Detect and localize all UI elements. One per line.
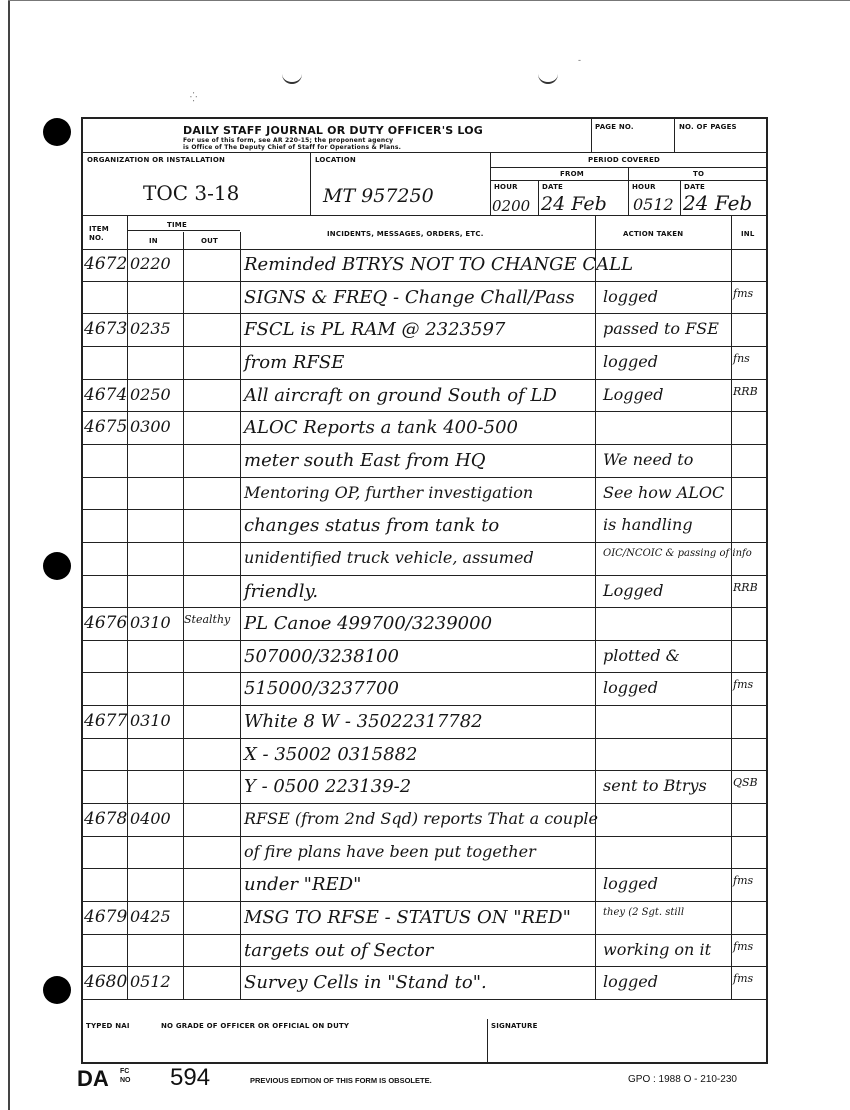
entry-initials: fns: [733, 352, 750, 365]
officer-grade-label: NO GRADE OF OFFICER OR OFFICIAL ON DUTY: [161, 1022, 350, 1030]
entry-time-in: 0235: [130, 319, 171, 338]
location-value: MT 957250: [323, 185, 434, 207]
out-label: OUT: [201, 237, 219, 245]
entry-initials: fms: [733, 940, 754, 953]
entry-incident: X - 35002 0315882: [244, 744, 418, 765]
entry-incident: White 8 W - 35022317782: [244, 711, 483, 732]
form-number: 594: [170, 1064, 211, 1091]
entry-time-in: 0512: [130, 972, 171, 991]
action-taken-label: ACTION TAKEN: [623, 230, 684, 238]
entry-incident: friendly.: [244, 581, 319, 602]
entry-time-in: 0310: [130, 711, 171, 730]
binder-hole-bottom: [43, 976, 71, 1004]
page-no-divider: [591, 119, 592, 152]
entry-action-taken: working on it: [603, 940, 711, 959]
row-line: [83, 836, 766, 837]
no-of-pages-label: NO. OF PAGES: [679, 123, 737, 131]
period-covered-label: PERIOD COVERED: [588, 156, 660, 164]
entry-incident: Survey Cells in "Stand to".: [244, 972, 487, 993]
entry-incident: of fire plans have been put together: [244, 842, 536, 861]
to-label: TO: [693, 170, 705, 178]
entry-incident: meter south East from HQ: [244, 450, 486, 471]
entry-item-no: 4679: [84, 907, 128, 927]
entry-action-taken: See how ALOC: [603, 483, 725, 502]
entry-action-taken: Logged: [603, 581, 664, 600]
entry-action-taken: OIC/NCOIC & passing of info: [603, 548, 752, 559]
scan-speck: -: [578, 55, 581, 65]
row-line: [83, 607, 766, 608]
entry-time-in: 0425: [130, 907, 171, 926]
entry-initials: RRB: [733, 385, 758, 398]
entry-action-taken: logged: [603, 972, 658, 991]
row-line: [83, 313, 766, 314]
entry-incident: 507000/3238100: [244, 646, 399, 667]
organization-value: TOC 3-18: [143, 181, 240, 205]
entry-time-in: 0250: [130, 385, 171, 404]
row-line: [83, 575, 766, 576]
entry-incident: changes status from tank to: [244, 515, 500, 536]
entry-incident: SIGNS & FREQ - Change Chall/Pass: [244, 287, 575, 308]
column-header-bottom: [83, 249, 766, 250]
entry-incident: targets out of Sector: [244, 940, 434, 961]
time-label: TIME: [167, 221, 187, 229]
entry-action-taken: Logged: [603, 385, 664, 404]
form-subtitle-2: is Office of The Deputy Chief of Staff for Operations & Plans.: [183, 144, 402, 151]
entry-item-no: 4675: [84, 417, 128, 437]
row-line: [83, 803, 766, 804]
location-label: LOCATION: [315, 156, 356, 164]
in-label: IN: [149, 237, 158, 245]
scan-mark-right: [538, 74, 558, 84]
row-line: [83, 966, 766, 967]
row-line: [83, 934, 766, 935]
entry-action-taken: passed to FSE: [603, 319, 719, 338]
entry-incident: Mentoring OP, further investigation: [244, 483, 534, 502]
form-da: DA: [77, 1066, 109, 1091]
entry-incident: MSG TO RFSE - STATUS ON "RED": [244, 907, 571, 928]
entry-initials: fms: [733, 874, 754, 887]
entry-incident: Y - 0500 223139-2: [244, 776, 412, 797]
from-hour-label: HOUR: [494, 183, 518, 191]
previous-edition-notice: PREVIOUS EDITION OF THIS FORM IS OBSOLETE.: [250, 1076, 432, 1085]
location-divider: [490, 152, 491, 215]
entry-action-taken: logged: [603, 352, 658, 371]
incidents-label: INCIDENTS, MESSAGES, ORDERS, ETC.: [327, 230, 484, 238]
typed-name-label: TYPED NAI: [86, 1022, 130, 1030]
row-line: [83, 542, 766, 543]
org-divider: [310, 152, 311, 215]
from-date-label: DATE: [542, 183, 564, 191]
entry-incident: unidentified truck vehicle, assumed: [244, 548, 534, 567]
entry-time-in: 0300: [130, 417, 171, 436]
entry-incident: PL Canoe 499700/3239000: [244, 613, 493, 634]
to-date-value: 24 Feb: [683, 191, 753, 215]
header-bottom-line: [83, 215, 766, 216]
pages-divider: [674, 119, 675, 152]
row-line: [83, 738, 766, 739]
form-no: NO: [120, 1077, 131, 1084]
to-hour-value: 0512: [633, 195, 674, 214]
entry-time-in: 0220: [130, 254, 171, 273]
from-hour-value: 0200: [492, 197, 531, 215]
entry-incident: under "RED": [244, 874, 362, 895]
entry-item-no: 4674: [84, 385, 128, 405]
form-fc: FC: [120, 1068, 130, 1075]
organization-label: ORGANIZATION OR INSTALLATION: [87, 156, 226, 164]
row-line: [83, 705, 766, 706]
entry-item-no: 4677: [84, 711, 128, 731]
entry-time-in: 0310: [130, 613, 171, 632]
signature-label: SIGNATURE: [491, 1022, 538, 1030]
row-line: [83, 770, 766, 771]
entry-incident: FSCL is PL RAM @ 2323597: [244, 319, 506, 340]
scan-edge-left: [8, 0, 10, 1110]
from-hour-divider: [538, 180, 539, 215]
to-hour-divider: [680, 180, 681, 215]
from-date-value: 24 Feb: [541, 193, 607, 215]
form-subtitle-1: For use of this form, see AR 220-15; the proponent agency: [183, 137, 394, 144]
row-line: [83, 509, 766, 510]
entry-incident: All aircraft on ground South of LD: [244, 385, 557, 406]
fromto-divider: [628, 167, 629, 215]
row-line: [83, 868, 766, 869]
scan-edge-top: [8, 0, 850, 1]
row-line: [83, 411, 766, 412]
row-line: [83, 444, 766, 445]
entry-action-taken: logged: [603, 678, 658, 697]
entry-action-taken: is handling: [603, 515, 693, 534]
from-label: FROM: [560, 170, 584, 178]
row-line: [83, 379, 766, 380]
signature-divider: [487, 1019, 488, 1064]
entry-time-out: Stealthy: [184, 613, 231, 626]
entry-item-no: 4678: [84, 809, 128, 829]
title-bottom-line: [83, 152, 766, 153]
entry-time-in: 0400: [130, 809, 171, 828]
to-date-label: DATE: [684, 183, 706, 191]
entry-item-no: 4676: [84, 613, 128, 633]
entry-action-taken: they (2 Sgt. still: [603, 907, 685, 918]
entry-incident: RFSE (from 2nd Sqd) reports That a couple: [244, 809, 598, 828]
entry-action-taken: plotted &: [603, 646, 680, 665]
entry-initials: fms: [733, 678, 754, 691]
row-line: [83, 640, 766, 641]
inl-label: INL: [741, 230, 755, 238]
scan-mark-left: [282, 74, 302, 84]
page-no-label: PAGE NO.: [595, 123, 634, 131]
row-line: [83, 901, 766, 902]
time-sep: [127, 230, 240, 231]
footer-top-line: [83, 999, 766, 1000]
entry-action-taken: sent to Btrys: [603, 776, 707, 795]
scan-speck: ⁛: [190, 92, 198, 102]
entry-item-no: 4673: [84, 319, 128, 339]
entry-action-taken: logged: [603, 287, 658, 306]
binder-hole-middle: [43, 552, 71, 580]
item-no-label: ITEM NO.: [89, 225, 109, 242]
entry-incident: from RFSE: [244, 352, 345, 373]
to-hour-label: HOUR: [632, 183, 656, 191]
entry-initials: QSB: [733, 776, 758, 789]
entry-incident: 515000/3237700: [244, 678, 399, 699]
entry-action-taken: We need to: [603, 450, 694, 469]
entry-incident: Reminded BTRYS NOT TO CHANGE CALL: [244, 254, 634, 275]
entry-action-taken: logged: [603, 874, 658, 893]
entry-initials: fms: [733, 972, 754, 985]
gpo-code: GPO : 1988 O - 210-230: [628, 1074, 737, 1085]
form-title: DAILY STAFF JOURNAL OR DUTY OFFICER'S LOG: [183, 124, 484, 137]
entry-item-no: 4672: [84, 254, 128, 274]
row-line: [83, 477, 766, 478]
row-line: [83, 346, 766, 347]
entry-incident: ALOC Reports a tank 400-500: [244, 417, 518, 438]
entry-initials: fms: [733, 287, 754, 300]
column-line: [240, 232, 241, 999]
row-line: [83, 672, 766, 673]
entry-item-no: 4680: [84, 972, 128, 992]
entry-initials: RRB: [733, 581, 758, 594]
binder-hole-top: [43, 118, 71, 146]
row-line: [83, 281, 766, 282]
